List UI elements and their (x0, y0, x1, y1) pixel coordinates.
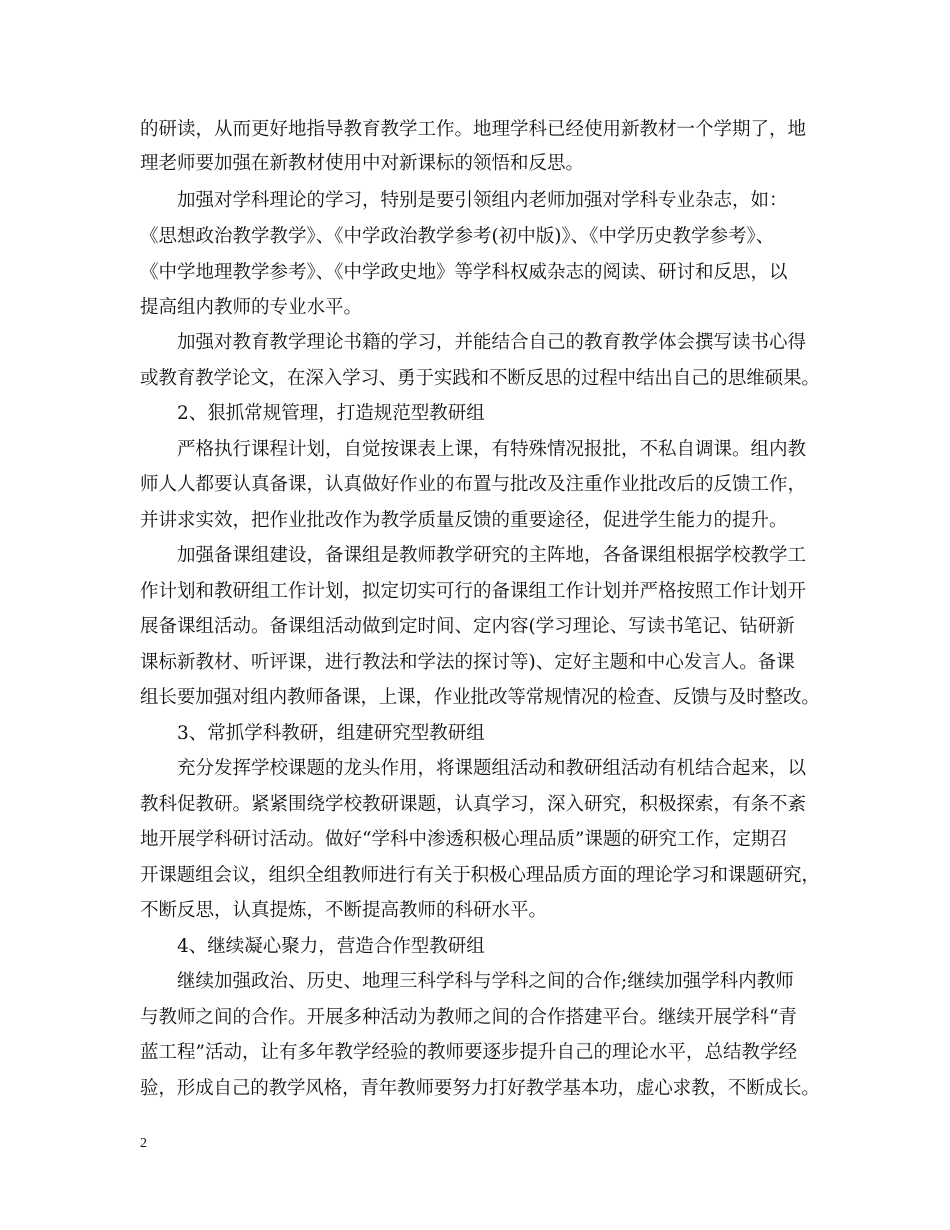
body-text-line: 充分发挥学校课题的龙头作用，将课题组活动和教研组活动有机结合起来，以 (177, 758, 807, 779)
section-heading: 4、继续凝心聚力，营造合作型教研组 (177, 936, 485, 957)
body-text-line: 的研读，从而更好地指导教育教学工作。地理学科已经使用新教材一个学期了，地 (140, 119, 807, 140)
body-text-line: 继续加强政治、历史、地理三科学科与学科之间的合作;继续加强学科内教师 (177, 971, 794, 992)
body-text-line: 展备课组活动。备课组活动做到定时间、定内容(学习理论、写读书笔记、钻研新 (140, 616, 795, 637)
body-text-line: 加强对教育教学理论书籍的学习，并能结合自己的教育教学体会撰写读书心得 (177, 332, 807, 353)
body-text-line: 严格执行课程计划，自觉按课表上课，有特殊情况报批，不私自调课。组内教 (177, 439, 807, 460)
body-text-line: 作计划和教研组工作计划，拟定切实可行的备课组工作计划并严格按照工作计划开 (140, 581, 807, 602)
body-text-line: 课标新教材、听评课，进行教法和学法的探讨等)、定好主题和中心发言人。备课 (140, 652, 795, 673)
body-text-line: 不断反思，认真提炼，不断提高教师的科研水平。 (140, 900, 548, 921)
section-heading: 3、常抓学科教研，组建研究型教研组 (177, 723, 485, 744)
body-text-line: 《中学地理教学参考》、《中学政史地》等学科权威杂志的阅读、研讨和反思，以 (140, 262, 788, 283)
body-text-line: 并讲求实效，把作业批改作为教学质量反馈的重要途径，促进学生能力的提升。 (140, 510, 788, 531)
body-text-line: 与教师之间的合作。开展多种活动为教师之间的合作搭建平台。继续开展学科“青 (140, 1007, 797, 1028)
body-text-line: 师人人都要认真备课，认真做好作业的布置与批改及注重作业批改后的反馈工作， (140, 474, 807, 495)
body-text-line: 提高组内教师的专业水平。 (140, 297, 363, 318)
body-text-line: 或教育教学论文，在深入学习、勇于实践和不断反思的过程中结出自己的思维硕果。 (140, 368, 820, 389)
body-text-line: 教科促教研。紧紧围绕学校教研课题，认真学习，深入研究，积极探索，有条不紊 (140, 794, 807, 815)
body-text-line: 《思想政治教学教学》、《中学政治教学参考(初中版)》、《中学历史教学参考》、 (140, 226, 775, 247)
section-heading: 2、狠抓常规管理，打造规范型教研组 (177, 403, 485, 424)
body-text-line: 加强备课组建设，备课组是教师教学研究的主阵地，各备课组根据学校教学工 (177, 545, 807, 566)
body-text-line: 开课题组会议，组织全组教师进行有关于积极心理品质方面的理论学习和课题研究， (140, 865, 820, 886)
body-text-line: 组长要加强对组内教师备课，上课，作业批改等常规情况的检查、反馈与及时整改。 (140, 687, 820, 708)
body-text-line: 理老师要加强在新教材使用中对新课标的领悟和反思。 (140, 153, 585, 174)
body-text-line: 地开展学科研讨活动。做好“学科中渗透积极心理品质”课题的研究工作，定期召 (140, 829, 788, 850)
body-text-line: 加强对学科理论的学习，特别是要引领组内老师加强对学科专业杂志，如： (177, 190, 788, 211)
body-text-line: 蓝工程”活动，让有多年教学经验的教师要逐步提升自己的理论水平，总结教学经 (140, 1042, 797, 1063)
page-number: 2 (140, 1136, 147, 1151)
body-text-line: 验，形成自己的教学风格，青年教师要努力打好教学基本功，虚心求教，不断成长。 (140, 1078, 820, 1099)
